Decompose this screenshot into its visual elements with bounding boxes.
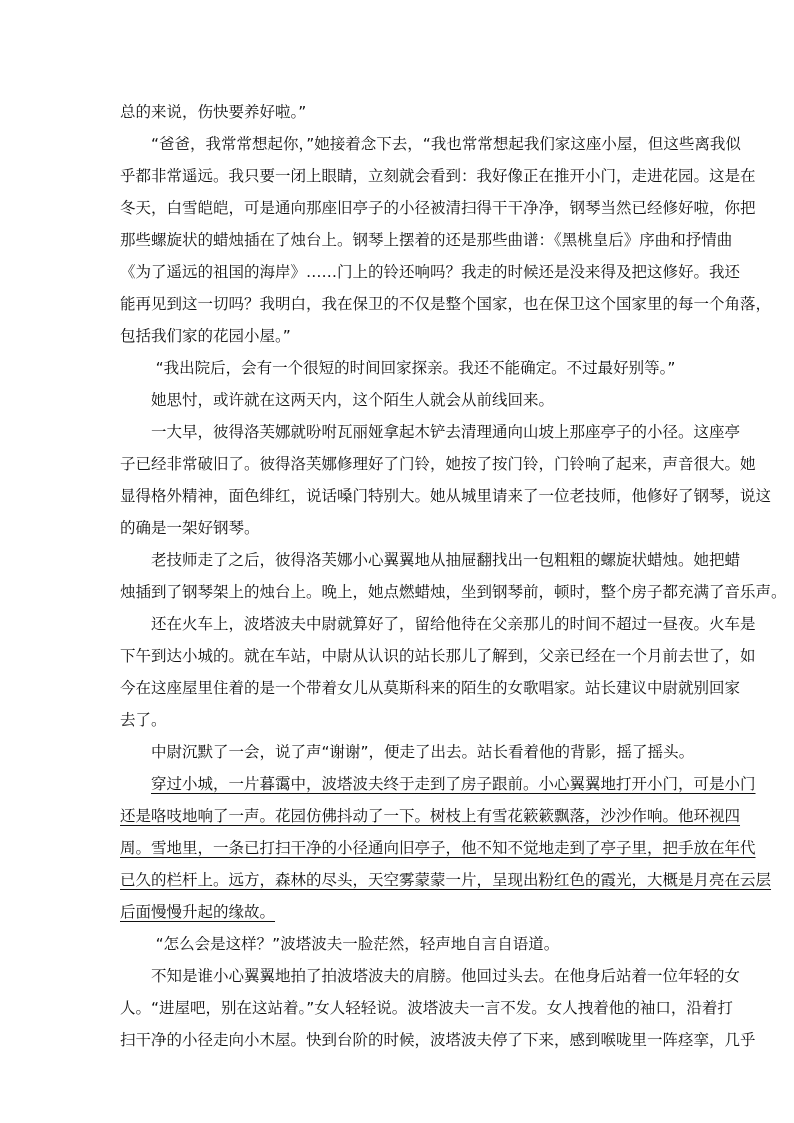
text-line: 中尉沉默了一会，说了声“谢谢”，便走了出去。站长看着他的背影，摇了摇头。 <box>151 743 695 761</box>
text-line: 还在火车上，波塔波夫中尉就算好了，留给他待在父亲那儿的时间不超过一昼夜。火车是 <box>151 615 756 633</box>
text-line: 能再见到这一切吗？我明白，我在保卫的不仅是整个国家，也在保卫这个国家里的每一个角落， <box>120 295 772 313</box>
text-line: 一大早，彼得洛芙娜就吩咐瓦丽娅拿起木铲去清理通向山坡上那座亭子的小径。这座亭 <box>151 423 741 441</box>
text-line: 冬天，白雪皑皑，可是通向那座旧亭子的小径被清扫得干干净净，钢琴当然已经修好啦，你把 <box>120 199 756 217</box>
text-line: “爸爸，我常常想起你，”她接着念下去，“我也常常想起我们家这座小屋，但这些离我似 <box>151 135 741 153</box>
text-line: 她思忖，或许就在这两天内，这个陌生人就会从前线回来。 <box>151 391 555 409</box>
underlined-text-line: 已久的栏杆上。远方，森林的尽头，天空雾蒙蒙一片，呈现出粉红色的霞光，大概是月亮在云层 <box>120 871 772 889</box>
text-line: 不知是谁小心翼翼地拍了拍波塔波夫的肩膀。他回过头去。在他身后站着一位年轻的女 <box>151 967 741 985</box>
text-line: 那些螺旋状的蜡烛插在了烛台上。钢琴上摆着的还是那些曲谱：《黑桃皇后》序曲和抒情曲 <box>120 231 733 249</box>
text-line: 下午到达小城的。就在车站，中尉从认识的站长那儿了解到，父亲已经在一个月前去世了，如 <box>120 647 756 665</box>
text-line: 显得格外精神，面色绯红，说话嗓门特别大。她从城里请来了一位老技师，他修好了钢琴，说这 <box>120 487 772 505</box>
text-line: 子已经非常破旧了。彼得洛芙娜修理好了门铃，她按了按门铃，门铃响了起来，声音很大。她 <box>120 455 756 473</box>
underlined-text-line: 周。雪地里，一条已打扫干净的小径通向旧亭子，他不知不觉地走到了亭子里，把手放在年代 <box>120 839 756 857</box>
text-line: 老技师走了之后，彼得洛芙娜小心翼翼地从抽屉翻找出一包粗粗的螺旋状蜡烛。她把蜡 <box>151 551 741 569</box>
text-line: 乎都非常遥远。我只要一闭上眼睛，立刻就会看到：我好像正在推开小门，走进花园。这是在 <box>120 167 756 185</box>
text-line: 的确是一架好钢琴。 <box>120 519 260 537</box>
text-line: 今在这座屋里住着的是一个带着女儿从莫斯科来的陌生的女歌唱家。站长建议中尉就别回家 <box>120 679 741 697</box>
underlined-text-line: 穿过小城，一片暮霭中，波塔波夫终于走到了房子跟前。小心翼翼地打开小门，可是小门 <box>151 775 756 793</box>
underlined-text-line: 后面慢慢升起的缘故。 <box>120 903 276 921</box>
underlined-text-line: 还是咯吱地响了一声。花园仿佛抖动了一下。树枝上有雪花簌簌飘落，沙沙作响。他环视四 <box>120 807 741 825</box>
text-line: 扫干净的小径走向小木屋。快到台阶的时候，波塔波夫停了下来，感到喉咙里一阵痉挛，几乎 <box>120 1031 756 1049</box>
text-line: “我出院后，会有一个很短的时间回家探亲。我还不能确定。不过最好别等。” <box>155 359 676 377</box>
text-line: 烛插到了钢琴架上的烛台上。晚上，她点燃蜡烛，坐到钢琴前，顿时，整个房子都充满了音乐声。 <box>120 583 787 601</box>
text-line: 去了。 <box>120 711 167 729</box>
text-line: 《为了遥远的祖国的海岸》……门上的铃还响吗？我走的时候还是没来得及把这修好。我还 <box>120 263 741 281</box>
text-line: 人。“进屋吧，别在这站着。”女人轻轻说。波塔波夫一言不发。女人拽着他的袖口，沿着打 <box>120 999 733 1017</box>
text-line: 总的来说，伤快要养好啦。” <box>120 103 307 121</box>
text-line: “怎么会是这样？”波塔波夫一脸茫然，轻声地自言自语道。 <box>155 935 560 953</box>
text-line: 包括我们家的花园小屋。” <box>120 327 291 345</box>
